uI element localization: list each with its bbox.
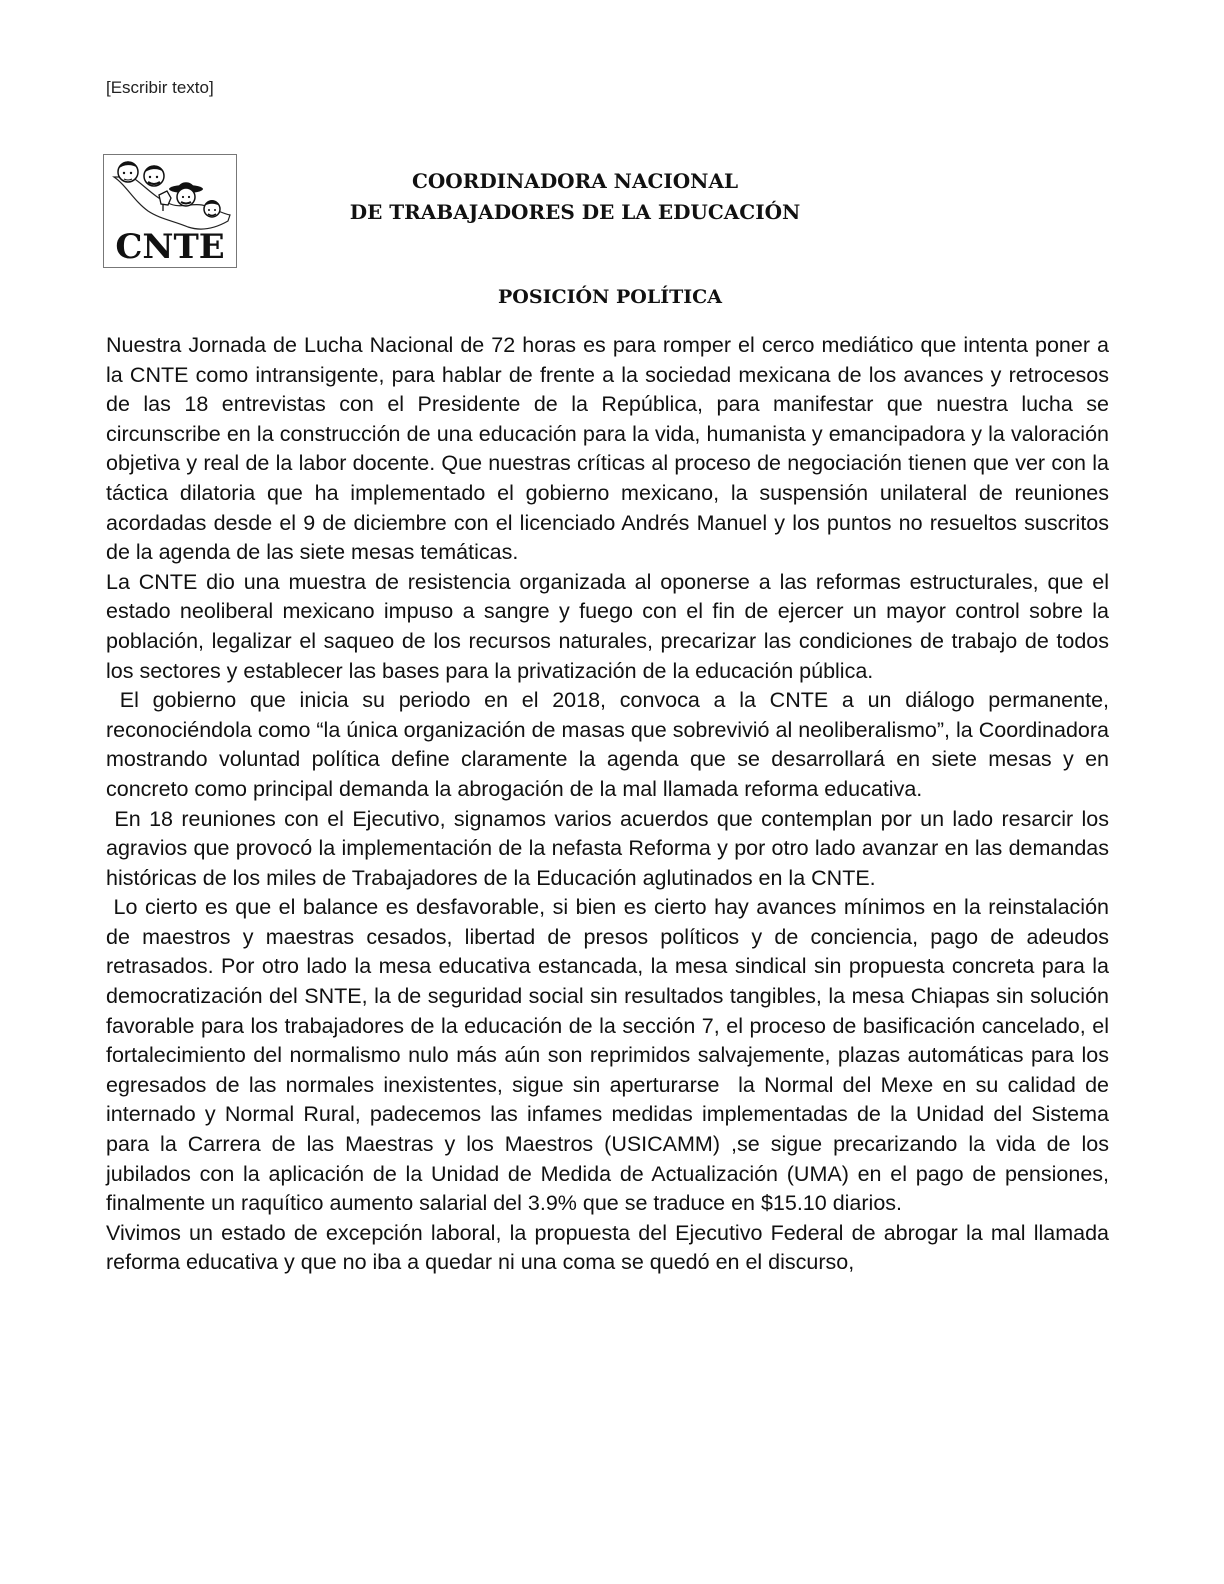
organization-title-line-2: DE TRABAJADORES DE LA EDUCACIÓN bbox=[349, 200, 801, 224]
document-heading: POSICIÓN POLÍTICA bbox=[498, 286, 722, 308]
body-paragraph-6: Vivimos un estado de excepción laboral, la propuesta del Ejecutivo Federal de abrogar la mal llamada reforma educativa y que no iba a quedar ni una coma se quedó en el discurso, bbox=[106, 1220, 1109, 1275]
organization-title bbox=[300, 166, 850, 228]
organization-title-line-1: COORDINADORA NACIONAL bbox=[411, 169, 739, 193]
body-paragraph-1: Nuestra Jornada de Lucha Nacional de 72 horas es para romper el cerco mediático que intenta poner a la CNTE como intransigente, para hablar de frente a la sociedad mexicana de los avances y retrocesos de las 18 entrevistas con el Presidente de la República, para manifestar que nuestra lucha se circunscribe en la construcción de una educación para la vida, humanista y emancipadora y la valoración objetiva y real de la labor docente. Que nuestras críticas al proceso de negociación tienen que ver con la táctica dilatoria que ha implementado el gobierno mexicano, la suspensión unilateral de reuniones acordadas desde el 9 de diciembre con el licenciado Andrés Manuel y los puntos no resueltos suscritos de la agenda de las siete mesas temáticas. bbox=[106, 333, 1109, 565]
body-paragraph-5: Lo cierto es que el balance es desfavorable, si bien es cierto hay avances mínimos en la reinstalación de maestros y maestras cesados, libertad de presos políticos y de conciencia, pago de adeudos retrasados. Por otro lado la mesa educativa estancada, la mesa sindical sin propuesta concreta para la democratización del SNTE, la de seguridad social sin resultados tangibles, la mesa Chiapas sin solución favorable para los trabajadores de la educación de la sección 7, el proceso de basificación cancelado, el fortalecimiento del normalismo nulo más aún son reprimidos salvajemente, plazas automáticas para los egresados de las normales inexistentes, sigue sin aperturarse la Normal del Mexe en su calidad de internado y Normal Rural, padecemos las infames medidas implementadas de la Unidad del Sistema para la Carrera de las Maestras y los Maestros (USICAMM) ,se sigue precarizando la vida de los jubilados con la aplicación de la Unidad de Medida de Actualización (UMA) en el pago de pensiones, finalmente un raquítico aumento salarial del 3.9% que se traduce en $15.10 diarios. bbox=[106, 895, 1115, 1216]
body-paragraph-3: El gobierno que inicia su periodo en el 2018, convoca a la CNTE a un diálogo permanente, reconociéndola como “la única organización de masas que sobrevivió al neoliberalismo”, la Coordinadora mostrando voluntad política define claramente la agenda que se desarrollará en siete mesas y en concreto como principal demanda la abrogación de la mal llamada reforma educativa. bbox=[106, 688, 1115, 801]
page-header-placeholder: [Escribir texto] bbox=[106, 78, 214, 97]
cnte-logo bbox=[103, 154, 237, 268]
body-paragraph-2: La CNTE dio una muestra de resistencia organizada al oponerse a las reformas estructurales, que el estado neoliberal mexicano impuso a sangre y fuego con el fin de ejercer un mayor control sobre la población, legalizar el saqueo de los recursos naturales, precarizar las condiciones de trabajo de todos los sectores y establecer las bases para la privatización de la educación pública. bbox=[106, 569, 1109, 683]
logo-text: CNTE bbox=[115, 227, 225, 267]
document-body bbox=[106, 331, 1115, 1278]
body-paragraph-4: En 18 reuniones con el Ejecutivo, signamos varios acuerdos que contemplan por un lado resarcir los agravios que provocó la implementación de la nefasta Reforma y por otro lado avanzar en las demandas históricas de los miles de Trabajadores de la Educación aglutinados en la CNTE. bbox=[106, 806, 1115, 890]
